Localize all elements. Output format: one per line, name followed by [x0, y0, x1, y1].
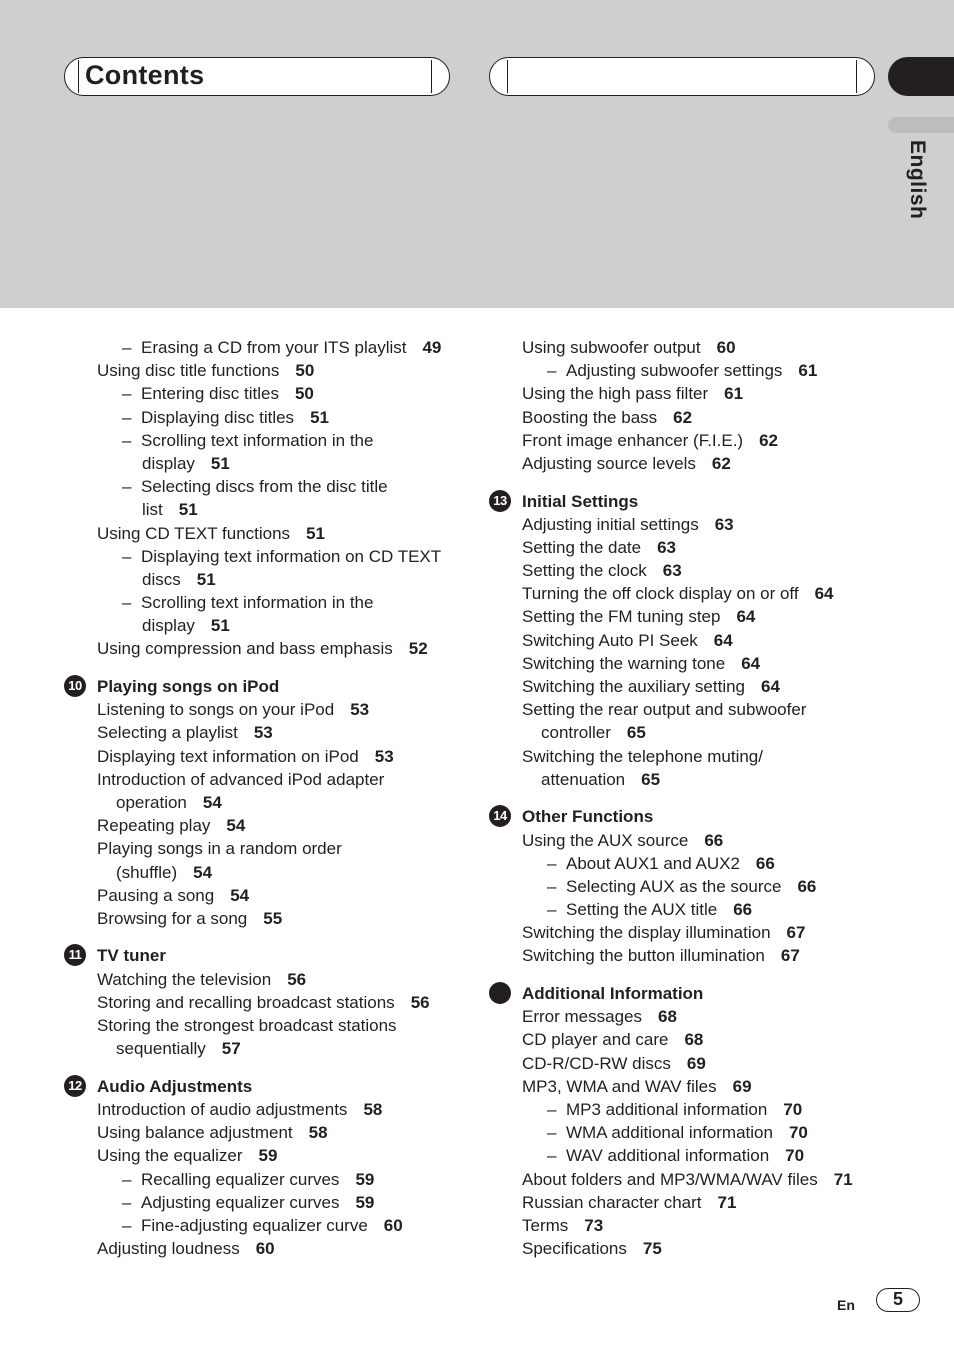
- toc-entry-text: Displaying text information on iPod: [97, 746, 359, 766]
- toc-page-number: 64: [814, 584, 834, 604]
- toc-subentry[interactable]: [64, 429, 464, 452]
- toc-subentry[interactable]: [64, 545, 464, 568]
- toc-page-number: 59: [355, 1192, 375, 1212]
- toc-entry-text: Russian character chart: [522, 1192, 702, 1212]
- toc-page-number: 59: [258, 1146, 278, 1166]
- toc-entry-text: Erasing a CD from your ITS playlist: [141, 338, 407, 357]
- toc-page-number: 53: [350, 700, 370, 720]
- toc-section[interactable]: [489, 805, 889, 828]
- toc-entry[interactable]: [64, 1121, 464, 1144]
- toc-entry-wrap: [489, 900, 752, 919]
- toc-subentry[interactable]: [64, 1214, 464, 1237]
- toc-page-number: 63: [662, 561, 682, 581]
- toc-entry[interactable]: [489, 721, 889, 744]
- toc-entry[interactable]: [489, 1191, 889, 1214]
- toc-subentry[interactable]: [64, 336, 464, 359]
- toc-entry-text: Front image enhancer (F.I.E.): [522, 430, 744, 450]
- toc-entry[interactable]: [64, 907, 464, 930]
- toc-page-number: 54: [202, 792, 222, 812]
- toc-entry[interactable]: [489, 829, 889, 852]
- toc-page-number: 65: [641, 769, 661, 789]
- toc-section[interactable]: [64, 944, 464, 967]
- toc-section[interactable]: [489, 982, 889, 1005]
- toc-page-number: 51: [196, 569, 216, 589]
- toc-entry-wrap: [64, 1216, 403, 1235]
- toc-entry[interactable]: [64, 522, 464, 545]
- toc-entry-text: Pausing a song: [97, 885, 215, 905]
- toc-entry[interactable]: [64, 637, 464, 660]
- toc-entry-text: Playing songs in a random order: [97, 839, 342, 859]
- toc-page-number: 60: [716, 338, 736, 357]
- toc-page-number: 64: [713, 630, 733, 650]
- toc-entry[interactable]: [489, 1052, 889, 1075]
- toc-entry-text: Setting the FM tuning step: [522, 607, 721, 627]
- toc-entry[interactable]: [489, 429, 889, 452]
- toc-subentry[interactable]: [64, 475, 464, 498]
- toc-entry-text: Scrolling text information in the: [141, 430, 374, 450]
- dash-bullet: –: [122, 477, 132, 497]
- dash-bullet: –: [547, 1146, 557, 1166]
- toc-entry-wrap: [489, 1123, 808, 1142]
- toc-page-number: 52: [408, 639, 428, 659]
- toc-entry-text: CD player and care: [522, 1030, 669, 1050]
- toc-entry[interactable]: [64, 814, 464, 837]
- toc-entry[interactable]: [64, 768, 464, 791]
- toc-subentry[interactable]: [64, 498, 464, 521]
- section-tab: [888, 57, 954, 96]
- frame-rule: [856, 60, 857, 93]
- toc-entry-text: Adjusting loudness: [97, 1239, 240, 1259]
- toc-page-number: 66: [733, 900, 753, 920]
- toc-entry-wrap: [64, 431, 373, 450]
- toc-entry[interactable]: [489, 629, 889, 652]
- toc-entry[interactable]: [64, 1037, 464, 1060]
- dash-bullet: –: [547, 1099, 557, 1119]
- toc-page-number: 50: [295, 361, 315, 381]
- dash-bullet: –: [547, 361, 557, 381]
- toc-entry-text: Introduction of audio adjustments: [97, 1099, 348, 1119]
- toc-page-number: 70: [785, 1146, 805, 1166]
- toc-entry-text: controller: [541, 723, 611, 743]
- toc-page-number: 63: [657, 537, 677, 557]
- toc-entry[interactable]: [489, 336, 889, 359]
- toc-entry-text: Listening to songs on your iPod: [97, 700, 335, 720]
- toc-subentry[interactable]: [489, 1121, 889, 1144]
- frame-rule: [431, 60, 432, 93]
- toc-entry[interactable]: [64, 698, 464, 721]
- toc-page-number: 58: [363, 1099, 383, 1119]
- toc-entry-text: WMA additional information: [566, 1123, 773, 1143]
- toc-entry-text: About folders and MP3/WMA/WAV files: [522, 1169, 818, 1189]
- toc-entry-text: Boosting the bass: [522, 407, 658, 427]
- toc-entry-wrap: [64, 547, 441, 566]
- toc-page-number: 56: [287, 969, 307, 989]
- toc-subentry[interactable]: [64, 382, 464, 405]
- toc-page-number: 51: [210, 453, 230, 473]
- toc-section[interactable]: [64, 1075, 464, 1098]
- toc-page-number: 50: [294, 384, 314, 404]
- toc-entry-text: Switching the telephone muting/: [522, 746, 763, 766]
- toc-entry[interactable]: [489, 559, 889, 582]
- language-label: English: [906, 140, 929, 220]
- toc-entry-text: Storing the strongest broadcast stations: [97, 1016, 397, 1036]
- toc-page-number: 54: [226, 816, 246, 836]
- toc-entry[interactable]: [64, 884, 464, 907]
- toc-page-number: 71: [833, 1169, 853, 1189]
- toc-entry-text: MP3 additional information: [566, 1099, 768, 1119]
- toc-entry-wrap: [64, 593, 373, 612]
- toc-entry-wrap: [64, 384, 314, 403]
- toc-page-number: 51: [210, 616, 230, 636]
- toc-subentry[interactable]: [489, 1144, 889, 1167]
- toc-entry-text: Setting the clock: [522, 561, 647, 581]
- toc-entry-text: Recalling equalizer curves: [141, 1169, 340, 1189]
- toc-entry-text: Using subwoofer output: [522, 338, 701, 357]
- toc-entry[interactable]: [489, 605, 889, 628]
- toc-entry-text: About AUX1 and AUX2: [566, 853, 740, 873]
- toc-entry[interactable]: [489, 1075, 889, 1098]
- toc-section-title: Initial Settings: [522, 491, 639, 511]
- dash-bullet: –: [547, 853, 557, 873]
- toc-page-number: 53: [253, 723, 273, 743]
- toc-entry[interactable]: [489, 745, 889, 768]
- dash-bullet: –: [122, 407, 132, 427]
- toc-entry[interactable]: [489, 1214, 889, 1237]
- toc-entry-text: Using the equalizer: [97, 1146, 243, 1166]
- dash-bullet: –: [547, 876, 557, 896]
- toc-section[interactable]: [489, 490, 889, 513]
- toc-entry-text: Turning the off clock display on or off: [522, 584, 799, 604]
- toc-entry-wrap: [64, 1170, 374, 1189]
- toc-entry-text: Adjusting equalizer curves: [141, 1192, 340, 1212]
- toc-entry-text: Selecting discs from the disc title: [141, 477, 388, 497]
- header-band: [0, 0, 954, 308]
- frame-rule: [78, 60, 79, 93]
- toc-entry[interactable]: [489, 652, 889, 675]
- section-number-badge: 10: [64, 675, 86, 697]
- toc-subentry[interactable]: [489, 852, 889, 875]
- toc-entry-text: list: [142, 500, 163, 520]
- toc-entry[interactable]: [64, 1144, 464, 1167]
- toc-entry-text: Using compression and bass emphasis: [97, 639, 393, 659]
- page-title: Contents: [85, 60, 205, 90]
- language-tab: [888, 117, 954, 133]
- toc-section[interactable]: [64, 675, 464, 698]
- toc-page-number: 60: [255, 1239, 275, 1259]
- toc-page-number: 64: [736, 607, 756, 627]
- toc-entry[interactable]: [489, 582, 889, 605]
- toc-entry-text: attenuation: [541, 769, 626, 789]
- toc-page-number: 69: [732, 1076, 752, 1096]
- toc-page-number: 57: [221, 1039, 241, 1059]
- toc-entry[interactable]: [489, 675, 889, 698]
- toc-page-number: 56: [410, 992, 430, 1012]
- dash-bullet: –: [122, 338, 132, 357]
- toc-section-title: Audio Adjustments: [97, 1076, 253, 1096]
- toc-entry[interactable]: [64, 1098, 464, 1121]
- toc-page-number: 51: [306, 523, 325, 543]
- toc-entry[interactable]: [489, 1237, 889, 1260]
- page-number: 5: [876, 1288, 920, 1312]
- toc-entry-text: MP3, WMA and WAV files: [522, 1076, 717, 1096]
- toc-entry-wrap: [489, 361, 817, 380]
- toc-entry-text: Displaying text information on CD TEXT: [141, 546, 442, 566]
- toc-subentry[interactable]: [489, 898, 889, 921]
- toc-entry-text: Using the high pass filter: [522, 384, 709, 404]
- toc-page-number: 66: [704, 830, 724, 850]
- toc-entry[interactable]: [489, 513, 889, 536]
- toc-entry-text: sequentially: [116, 1039, 206, 1059]
- toc-entry-text: Setting the AUX title: [566, 900, 718, 920]
- toc-section-title: Playing songs on iPod: [97, 677, 280, 697]
- toc-entry-text: Switching Auto PI Seek: [522, 630, 698, 650]
- toc-entry-text: Error messages: [522, 1007, 642, 1027]
- toc-entry[interactable]: [64, 359, 464, 382]
- blank-header-frame: [489, 57, 875, 96]
- toc-entry[interactable]: [489, 406, 889, 429]
- section-number-badge: 12: [64, 1075, 86, 1097]
- frame-rule: [507, 60, 508, 93]
- toc-page-number: 63: [714, 514, 734, 534]
- toc-entry-text: Using the AUX source: [522, 830, 689, 850]
- toc-page-number: 58: [308, 1123, 328, 1143]
- toc-entry-text: Switching the display illumination: [522, 923, 771, 943]
- toc-page-number: 62: [711, 453, 731, 473]
- toc-entry[interactable]: [64, 968, 464, 991]
- toc-entry-text: Entering disc titles: [141, 384, 279, 404]
- dash-bullet: –: [122, 384, 132, 404]
- dash-bullet: –: [122, 430, 132, 450]
- toc-column-right: [489, 336, 889, 1260]
- toc-entry[interactable]: [64, 861, 464, 884]
- toc-page-number: 55: [263, 908, 283, 928]
- toc-entry-text: Using CD TEXT functions: [97, 523, 291, 543]
- toc-page-number: 68: [684, 1030, 704, 1050]
- toc-entry-text: Using balance adjustment: [97, 1123, 293, 1143]
- toc-page-number: 64: [741, 653, 761, 673]
- toc-entry-text: Switching the warning tone: [522, 653, 726, 673]
- toc-entry-text: Fine-adjusting equalizer curve: [141, 1215, 368, 1235]
- toc-page-number: 68: [657, 1007, 677, 1027]
- toc-page-number: 67: [786, 923, 806, 943]
- toc-entry-text: Specifications: [522, 1239, 627, 1259]
- toc-entry-text: Watching the television: [97, 969, 272, 989]
- toc-subentry[interactable]: [64, 406, 464, 429]
- toc-entry[interactable]: [64, 791, 464, 814]
- section-number-badge: 11: [64, 944, 86, 966]
- toc-entry-text: Displaying disc titles: [141, 407, 295, 427]
- toc-page-number: 70: [788, 1123, 808, 1143]
- toc-page-number: 49: [422, 338, 442, 357]
- toc-page-number: 53: [374, 746, 394, 766]
- toc-entry-text: Repeating play: [97, 816, 211, 836]
- toc-subentry[interactable]: [489, 359, 889, 382]
- toc-entry-text: Switching the auxiliary setting: [522, 677, 746, 697]
- toc-entry-text: Using disc title functions: [97, 361, 280, 381]
- toc-entry[interactable]: [489, 698, 889, 721]
- toc-subentry[interactable]: [489, 1098, 889, 1121]
- toc-entry[interactable]: [489, 1168, 889, 1191]
- toc-entry-text: Scrolling text information in the: [141, 593, 374, 613]
- toc-entry[interactable]: [489, 1005, 889, 1028]
- toc-entry[interactable]: [489, 921, 889, 944]
- toc-entry-text: Terms: [522, 1215, 569, 1235]
- toc-entry[interactable]: [489, 1028, 889, 1051]
- toc-entry[interactable]: [64, 991, 464, 1014]
- toc-page-number: 62: [759, 430, 779, 450]
- toc-section-title: Additional Information: [522, 984, 704, 1004]
- toc-entry-wrap: [489, 1100, 802, 1119]
- toc-entry[interactable]: [64, 837, 464, 860]
- toc-page-number: 67: [780, 946, 800, 966]
- toc-entry[interactable]: [489, 944, 889, 967]
- toc-page-number: 66: [797, 876, 817, 896]
- toc-entry-text: Adjusting initial settings: [522, 514, 699, 534]
- section-number-badge: 14: [489, 805, 511, 827]
- toc-entry-wrap: [64, 1193, 374, 1212]
- toc-page-number: 51: [310, 407, 329, 427]
- toc-entry-wrap: [64, 477, 388, 496]
- toc-page-number: 54: [230, 885, 250, 905]
- toc-entry-wrap: [489, 877, 816, 896]
- toc-entry-text: Setting the date: [522, 537, 642, 557]
- toc-subentry[interactable]: [64, 591, 464, 614]
- toc-entry-text: Adjusting subwoofer settings: [566, 361, 783, 381]
- language-code: En: [837, 1297, 855, 1313]
- section-bullet-icon: [489, 982, 511, 1004]
- toc-entry[interactable]: [489, 382, 889, 405]
- dash-bullet: –: [122, 1215, 132, 1235]
- toc-entry-text: Selecting AUX as the source: [566, 876, 782, 896]
- page-title-frame: [64, 57, 450, 96]
- toc-entry-text: Browsing for a song: [97, 908, 248, 928]
- toc-entry-text: CD-R/CD-RW discs: [522, 1053, 671, 1073]
- toc-subentry[interactable]: [64, 614, 464, 637]
- dash-bullet: –: [122, 546, 132, 566]
- toc-entry-text: Setting the rear output and subwoofer: [522, 700, 807, 720]
- toc-page-number: 51: [178, 500, 198, 520]
- toc-entry[interactable]: [489, 768, 889, 791]
- toc-entry-text: discs: [142, 569, 181, 589]
- toc-entry-text: Switching the button illumination: [522, 946, 765, 966]
- dash-bullet: –: [547, 1123, 557, 1143]
- toc-page-number: 59: [355, 1169, 375, 1189]
- toc-entry-text: WAV additional information: [566, 1146, 770, 1166]
- toc-subentry[interactable]: [64, 1168, 464, 1191]
- toc-entry[interactable]: [489, 452, 889, 475]
- toc-entry[interactable]: [489, 536, 889, 559]
- toc-subentry[interactable]: [64, 452, 464, 475]
- dash-bullet: –: [122, 593, 132, 613]
- toc-subentry[interactable]: [64, 568, 464, 591]
- toc-entry-text: Adjusting source levels: [522, 453, 696, 473]
- toc-page-number: 69: [686, 1053, 706, 1073]
- toc-entry-wrap: [64, 338, 441, 357]
- toc-entry-text: display: [142, 616, 195, 636]
- toc-page-number: 71: [717, 1192, 737, 1212]
- toc-page-number: 61: [724, 384, 744, 404]
- toc-subentry[interactable]: [489, 875, 889, 898]
- toc-entry-wrap: [489, 1146, 804, 1165]
- toc-entry[interactable]: [64, 745, 464, 768]
- toc-page-number: 75: [642, 1239, 662, 1259]
- toc-subentry[interactable]: [64, 1191, 464, 1214]
- toc-page-number: 70: [783, 1099, 803, 1119]
- toc-section-title: Other Functions: [522, 807, 654, 827]
- toc-page-number: 62: [673, 407, 693, 427]
- toc-page-number: 64: [761, 677, 780, 697]
- toc-entry-text: operation: [116, 792, 187, 812]
- toc-entry[interactable]: [64, 1014, 464, 1037]
- toc-page-number: 73: [584, 1215, 604, 1235]
- toc-section-title: TV tuner: [97, 946, 166, 966]
- toc-entry-wrap: [64, 408, 329, 427]
- dash-bullet: –: [547, 900, 557, 920]
- toc-entry-wrap: [489, 854, 775, 873]
- toc-page-number: 61: [798, 361, 818, 381]
- toc-page-number: 66: [755, 853, 775, 873]
- toc-column-left: [64, 336, 464, 1260]
- toc-entry[interactable]: [64, 721, 464, 744]
- toc-page-number: 65: [626, 723, 646, 743]
- toc-entry-text: Storing and recalling broadcast stations: [97, 992, 395, 1012]
- toc-page-number: 60: [383, 1215, 403, 1235]
- toc-entry-text: display: [142, 453, 195, 473]
- toc-entry[interactable]: [64, 1237, 464, 1260]
- section-number-badge: 13: [489, 490, 511, 512]
- toc-entry-text: Selecting a playlist: [97, 723, 238, 743]
- toc-entry-text: Introduction of advanced iPod adapter: [97, 769, 385, 789]
- toc-entry-text: (shuffle): [116, 862, 178, 882]
- toc-page-number: 54: [193, 862, 213, 882]
- dash-bullet: –: [122, 1192, 132, 1212]
- dash-bullet: –: [122, 1169, 132, 1189]
